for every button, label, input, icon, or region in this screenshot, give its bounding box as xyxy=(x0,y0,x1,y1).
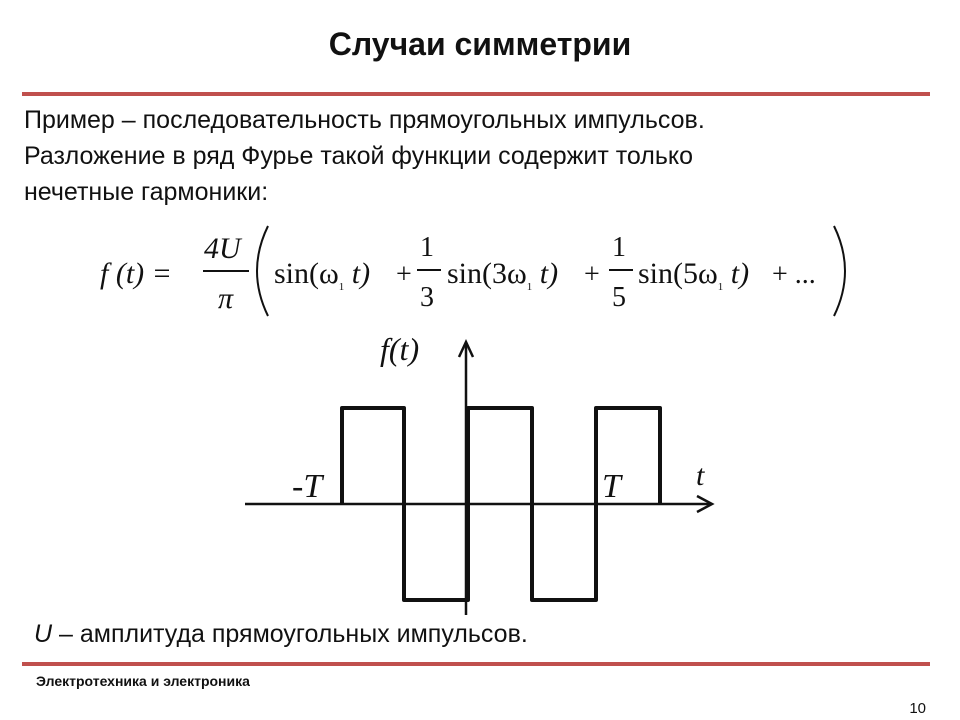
formula-frac-2-numerator: 1 xyxy=(612,232,626,263)
bottom-divider xyxy=(22,662,930,666)
intro-line-3: нечетные гармоники: xyxy=(24,178,269,206)
intro-paragraph xyxy=(24,102,914,210)
intro-line-2: Разложение в ряд Фурье такой функции содержит только xyxy=(24,142,694,170)
square-wave-plot xyxy=(230,320,730,620)
formula-lhs: f (t) = xyxy=(100,257,172,290)
formula-plus-2: + xyxy=(584,259,600,290)
period-label: T xyxy=(602,468,621,505)
x-axis-label: t xyxy=(696,459,705,492)
fourier-series-formula xyxy=(100,222,860,320)
formula-tail: + ... xyxy=(772,259,816,290)
formula-plus-1: + xyxy=(396,259,412,290)
formula-term-1: $\sin(\omega_1$ t) xyxy=(274,257,371,293)
formula-coef-denominator: π xyxy=(218,282,234,315)
neg-period-label: -T xyxy=(292,468,323,505)
y-axis-label: f(t) xyxy=(380,331,420,367)
page-number: 10 xyxy=(909,700,926,717)
formula-coef-numerator: 4U xyxy=(204,232,241,265)
course-name: Электротехника и электроника xyxy=(36,673,250,689)
formula-left-paren xyxy=(257,226,268,316)
formula-frac-1-numerator: 1 xyxy=(420,232,434,263)
formula-term-3: $\sin(5\omega_1$ t) xyxy=(638,257,750,293)
amplitude-description: – амплитуда прямоугольных импульсов. xyxy=(52,620,528,648)
intro-line-1: Пример – последовательность прямоугольных импульсов. xyxy=(24,106,705,134)
top-divider xyxy=(22,92,930,96)
formula-term-2: $\sin(3\omega_1$ t) xyxy=(447,257,559,293)
amplitude-symbol: U xyxy=(34,620,53,648)
formula-frac-1-denominator: 3 xyxy=(420,282,434,313)
formula-frac-2-denominator: 5 xyxy=(612,282,626,313)
slide-title: Случаи симметрии xyxy=(328,26,632,62)
formula-right-paren xyxy=(834,226,845,316)
amplitude-caption xyxy=(34,617,528,651)
